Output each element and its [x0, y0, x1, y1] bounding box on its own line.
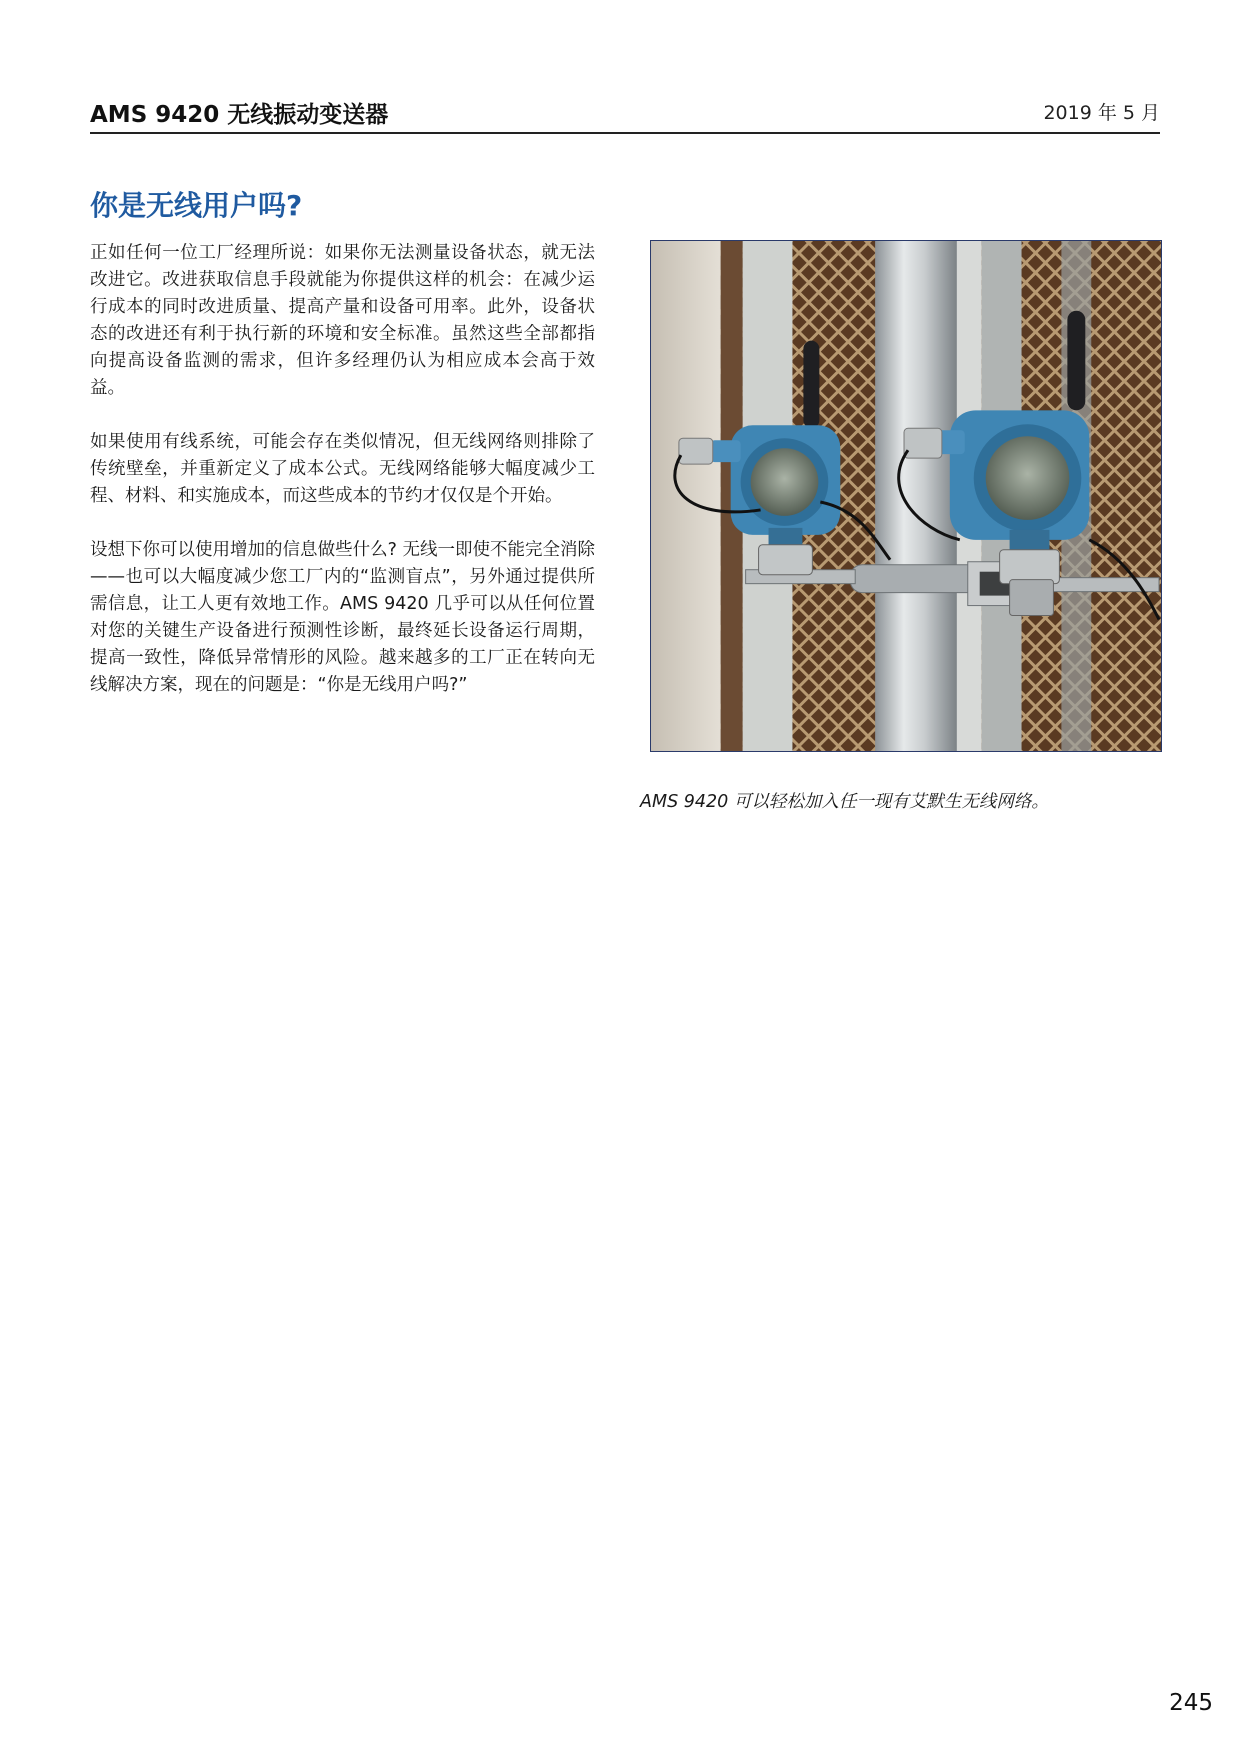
paragraph-1: 正如任何一位工厂经理所说：如果你无法测量设备状态，就无法改进它。改进获取信息手段就能为你提供这样的机会：在减少运行成本的同时改进质量、提高产量和设备可用率。此外，设备状态的改进还有利于执行新的环境和安全标准。虽然这些全部都指向提高设备监测的需求，但许多经理仍认为相应成本会高于效益。 — [90, 243, 595, 398]
paragraph-3: 设想下你可以使用增加的信息做些什么? 无线一即使不能完全消除——也可以大幅度减少您工厂内的“监测盲点”，另外通过提供所需信息，让工人更有效地工作。AMS 9420 几乎可以从任何位置对您的关键生产设备进行预测性诊断，最终延长设备运行周期，提高一致性，降低异常情形的风险。越来越多的工厂正在转向无线解决方案，现在的问题是：“你是无线用户吗?” — [90, 540, 595, 695]
document-date: 2019 年 5 月 — [1043, 102, 1160, 124]
transmitter-photo — [650, 240, 1162, 752]
page-header — [90, 96, 1160, 134]
document-title: AMS 9420 无线振动变送器 — [90, 102, 389, 128]
paragraph-2: 如果使用有线系统，可能会存在类似情况，但无线网络则排除了传统壁垒，并重新定义了成本公式。无线网络能够大幅度减少工程、材料、和实施成本，而这些成本的节约才仅仅是个开始。 — [90, 432, 595, 506]
transmitter-photo-illustration — [651, 241, 1161, 751]
page-number: 245 — [1169, 1690, 1213, 1716]
figure-caption: AMS 9420 可以轻松加入任一现有艾默生无线网络。 — [640, 792, 1049, 812]
body-text — [90, 240, 595, 726]
section-title: 你是无线用户吗? — [90, 189, 303, 222]
